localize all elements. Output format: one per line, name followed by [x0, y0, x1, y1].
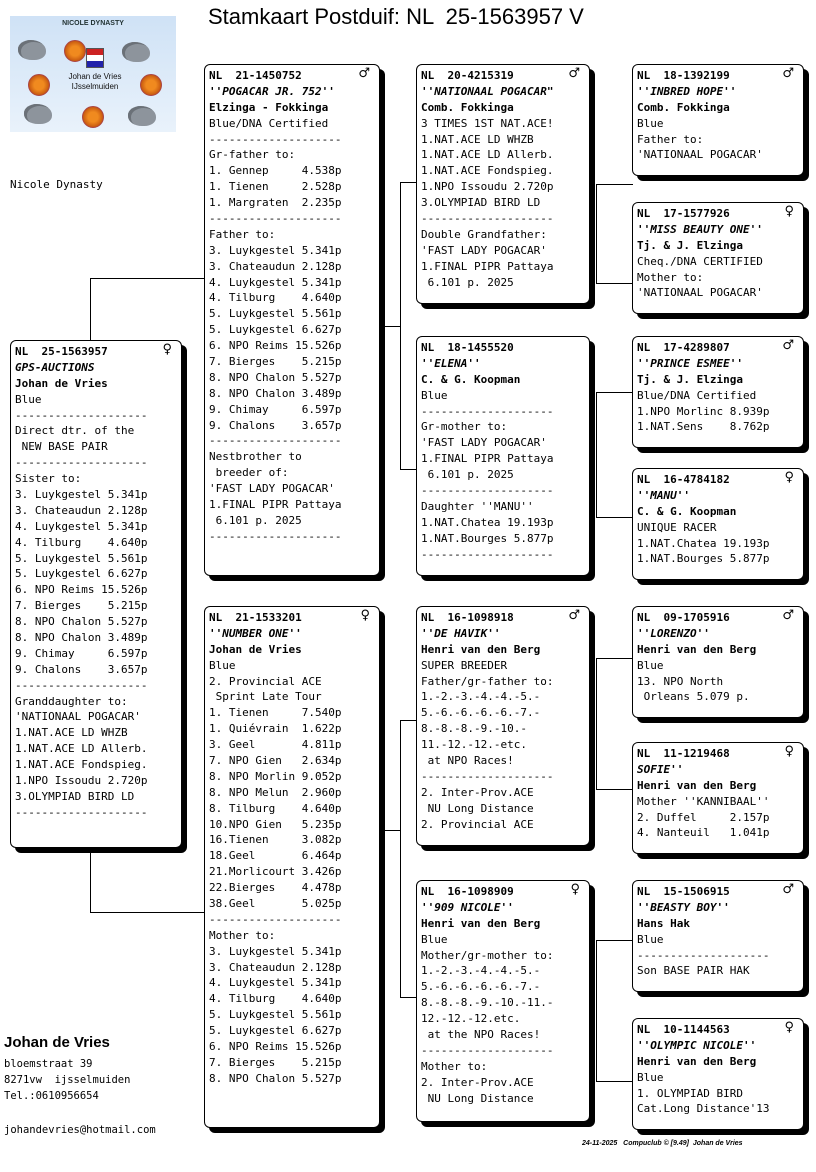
card-line: 22.Bierges 4.478p: [209, 881, 342, 895]
card-line: 1. Margraten 2.235p: [209, 196, 342, 210]
card-line: 6. NPO Reims 15.526p: [209, 339, 342, 353]
ring-number: NL 25-1563957: [15, 345, 108, 358]
breeder-city: 8271vw ijsselmuiden: [4, 1074, 131, 1086]
card-line: 5. Luykgestel 5.561p: [209, 307, 342, 321]
connector-line: [380, 830, 400, 831]
logo-club: [60, 72, 130, 92]
card-line: 3. Luykgestel 5.341p: [209, 944, 342, 958]
card-line: Father/gr-father to:: [421, 674, 554, 688]
male-icon: ♂: [358, 66, 370, 81]
card-line: 5. Luykgestel 6.627p: [209, 323, 342, 337]
card-line: 1.NAT.ACE LD Allerb.: [421, 148, 554, 162]
pedigree-card-paternal-grandmother: [416, 336, 590, 576]
card-line: 'FAST LADY POGACAR': [421, 436, 547, 450]
card-line: Son BASE PAIR HAK: [637, 964, 750, 978]
card-line: 1.NAT.Chatea 19.193p: [421, 515, 554, 529]
card-line: --------------------: [15, 678, 148, 692]
ring-number: NL 09-1705916: [637, 611, 730, 624]
card-line: SOFIE'': [637, 762, 684, 776]
card-line: Blue: [421, 932, 448, 946]
card-line: Johan de Vries: [15, 376, 108, 390]
card-line: ''PRINCE ESMEE'': [637, 356, 743, 370]
card-line: 'FAST LADY POGACAR': [421, 243, 547, 257]
card-line: Tj. & J. Elzinga: [637, 238, 743, 252]
card-line: 1.NAT.Bourges 5.877p: [421, 531, 554, 545]
card-line: 13. NPO North: [637, 674, 724, 688]
card-line: Father to:: [637, 132, 704, 146]
card-line: 11.-12.-12.-etc.: [421, 738, 527, 752]
connector-line: [400, 720, 417, 998]
card-line: 4. Luykgestel 5.341p: [15, 519, 148, 533]
card-line: --------------------: [637, 948, 770, 962]
card-line: Sprint Late Tour: [209, 690, 322, 704]
card-line: 4. Luykgestel 5.341p: [209, 275, 342, 289]
card-line: Comb. Fokkinga: [637, 100, 730, 114]
card-line: NU Long Distance: [421, 801, 534, 815]
card-line: 4. Luykgestel 5.341p: [209, 976, 342, 990]
card-line: 'FAST LADY POGACAR': [209, 482, 335, 496]
card-line: 8.-8.-8.-9.-10.-11.-: [421, 996, 554, 1010]
card-line: at the NPO Races!: [421, 1028, 541, 1042]
card-line: 8. Tilburg 4.640p: [209, 801, 342, 815]
card-line: 3. Luykgestel 5.341p: [209, 243, 342, 257]
card-line: --------------------: [209, 212, 342, 226]
pedigree-card-ggparent: [632, 64, 804, 176]
card-line: --------------------: [209, 434, 342, 448]
pigeon-icon: [24, 104, 52, 124]
card-line: 8.-8.-8.-9.-10.-: [421, 722, 527, 736]
card-line: Blue: [637, 1070, 664, 1084]
footer: [582, 1140, 743, 1147]
male-icon: ♂: [782, 608, 794, 623]
pedigree-card-maternal-grandfather: [416, 606, 590, 846]
card-line: ''909 NICOLE'': [421, 900, 514, 914]
pedigree-card-ggparent: [632, 468, 804, 580]
female-icon: ♀: [784, 744, 794, 759]
card-line: ''LORENZO'': [637, 626, 710, 640]
card-line: Henri van den Berg: [637, 1054, 757, 1068]
pedigree-card-paternal-grandfather: [416, 64, 590, 304]
card-line: Mother to:: [421, 1059, 488, 1073]
card-line: 4. Nanteuil 1.041p: [637, 826, 770, 840]
card-line: Blue: [421, 388, 448, 402]
breeder-name: Johan de Vries: [4, 1034, 110, 1051]
card-line: 18.Geel 6.464p: [209, 849, 342, 863]
footer-software: Compuclub © [9.49]: [623, 1140, 689, 1147]
ring-number: NL 15-1506915: [637, 885, 730, 898]
card-line: Cat.Long Distance'13: [637, 1102, 770, 1116]
card-line: --------------------: [421, 484, 554, 498]
card-line: 3. Chateaudun 2.128p: [15, 503, 148, 517]
card-line: 5. Luykgestel 5.561p: [15, 551, 148, 565]
card-line: ''ELENA'': [421, 356, 481, 370]
pigeon-icon: [128, 106, 156, 126]
ring-number: NL 16-1098918: [421, 611, 514, 624]
card-line: 'NATIONAAL POGACAR': [637, 286, 763, 300]
card-line: 1.NPO Morlinc 8.939p: [637, 404, 770, 418]
logo-club-line: IJsselmuiden: [71, 82, 119, 91]
card-line: at NPO Races!: [421, 754, 514, 768]
card-line: 1.FINAL PIPR Pattaya: [421, 452, 554, 466]
card-line: 9. Chimay 6.597p: [15, 646, 148, 660]
card-line: 8. NPO Chalon 3.489p: [209, 386, 342, 400]
card-line: 9. Chalons 3.657p: [15, 662, 148, 676]
card-line: 4. Tilburg 4.640p: [15, 535, 148, 549]
card-line: Nestbrother to: [209, 450, 302, 464]
female-icon: ♀: [784, 470, 794, 485]
male-icon: ♂: [568, 66, 580, 81]
female-icon: ♀: [570, 882, 580, 897]
card-line: --------------------: [421, 547, 554, 561]
card-line: 1.NAT.ACE Fondspieg.: [15, 758, 148, 772]
pedigree-card-father: [204, 64, 380, 576]
card-line: C. & G. Koopman: [637, 504, 737, 518]
ring-number: NL 18-1455520: [421, 341, 514, 354]
card-line: 7. Bierges 5.215p: [209, 1055, 342, 1069]
card-line: Mother ''KANNIBAAL'': [637, 794, 770, 808]
ring-number: NL 20-4215319: [421, 69, 514, 82]
card-line: 1.NAT.Bourges 5.877p: [637, 552, 770, 566]
connector-line: [596, 392, 633, 518]
card-line: Orleans 5.079 p.: [637, 690, 750, 704]
female-icon: ♀: [784, 1020, 794, 1035]
card-line: --------------------: [209, 912, 342, 926]
card-line: Cheq./DNA CERTIFIED: [637, 254, 763, 268]
card-line: Elzinga - Fokkinga: [209, 100, 329, 114]
card-line: 9. Chalons 3.657p: [209, 418, 342, 432]
card-line: --------------------: [421, 1043, 554, 1057]
card-line: 5.-6.-6.-6.-6.-7.-: [421, 706, 541, 720]
card-line: NEW BASE PAIR: [15, 440, 108, 454]
male-icon: ♂: [782, 66, 794, 81]
card-line: 1.-2.-3.-4.-4.-5.-: [421, 964, 541, 978]
card-line: ''OLYMPIC NICOLE'': [637, 1038, 757, 1052]
card-line: 8. NPO Morlin 9.052p: [209, 769, 342, 783]
card-line: Daughter ''MANU'': [421, 499, 534, 513]
card-line: --------------------: [15, 805, 148, 819]
card-line: 1.NPO Issoudu 2.720p: [421, 180, 554, 194]
logo-name: NICOLE DYNASTY: [62, 20, 124, 27]
male-icon: ♂: [782, 338, 794, 353]
connector-line: [596, 658, 633, 790]
card-line: ''BEASTY BOY'': [637, 900, 730, 914]
card-line: 3.OLYMPIAD BIRD LD: [15, 789, 135, 803]
card-line: --------------------: [209, 132, 342, 146]
male-icon: ♂: [782, 882, 794, 897]
ring-number: NL 16-4784182: [637, 473, 730, 486]
pedigree-card-mother: [204, 606, 380, 1128]
card-line: 6. NPO Reims 15.526p: [15, 583, 148, 597]
ring-number: NL 10-1144563: [637, 1023, 730, 1036]
card-line: SUPER BREEDER: [421, 658, 508, 672]
card-line: 1.FINAL PIPR Pattaya: [421, 259, 554, 273]
card-line: 'NATIONAAL POGACAR': [15, 710, 141, 724]
card-line: Gr-father to:: [209, 148, 296, 162]
card-line: 2. Duffel 2.157p: [637, 810, 770, 824]
card-line: ''POGACAR JR. 752'': [209, 84, 335, 98]
card-line: 2. Provincial ACE: [421, 817, 534, 831]
pedigree-card-maternal-grandmother: [416, 880, 590, 1122]
card-line: --------------------: [421, 212, 554, 226]
pigeon-head-icon: [82, 106, 104, 128]
card-line: 12.-12.-12.etc.: [421, 1012, 521, 1026]
ring-number: NL 17-1577926: [637, 207, 730, 220]
card-line: Blue: [637, 658, 664, 672]
card-line: --------------------: [209, 529, 342, 543]
card-line: Gr-mother to:: [421, 420, 508, 434]
card-line: ''NUMBER ONE'': [209, 626, 302, 640]
card-line: Double Grandfather:: [421, 227, 547, 241]
card-line: Mother to:: [637, 270, 704, 284]
card-line: breeder of:: [209, 466, 289, 480]
card-line: Father to:: [209, 227, 276, 241]
connector-line: [380, 326, 400, 327]
card-line: 8. NPO Chalon 5.527p: [209, 1071, 342, 1085]
flag-icon: [86, 48, 104, 68]
card-line: 3. Luykgestel 5.341p: [15, 488, 148, 502]
card-line: 6. NPO Reims 15.526p: [209, 1040, 342, 1054]
card-line: Blue: [209, 658, 236, 672]
card-line: 1. Quiévrain 1.622p: [209, 722, 342, 736]
card-line: ''MISS BEAUTY ONE'': [637, 222, 763, 236]
card-line: Mother/gr-mother to:: [421, 948, 554, 962]
card-line: 1. Tienen 7.540p: [209, 706, 342, 720]
pedigree-card-subject: [10, 340, 182, 848]
logo-image: [10, 16, 176, 132]
card-line: 3. Geel 4.811p: [209, 738, 342, 752]
card-line: ''INBRED HOPE'': [637, 84, 737, 98]
connector-line: [90, 278, 205, 341]
card-line: 1.-2.-3.-4.-4.-5.-: [421, 690, 541, 704]
card-line: --------------------: [421, 769, 554, 783]
card-line: NU Long Distance: [421, 1091, 534, 1105]
pedigree-card-ggparent: [632, 202, 804, 314]
card-line: 6.101 p. 2025: [421, 275, 514, 289]
pedigree-card-ggparent: [632, 742, 804, 854]
card-line: 5. Luykgestel 6.627p: [209, 1024, 342, 1038]
card-line: 9. Chimay 6.597p: [209, 402, 342, 416]
card-line: Mother to:: [209, 928, 276, 942]
strain-label: Nicole Dynasty: [10, 178, 103, 191]
card-line: Comb. Fokkinga: [421, 100, 514, 114]
pedigree-card-ggparent: [632, 606, 804, 718]
card-line: 5.-6.-6.-6.-6.-7.-: [421, 980, 541, 994]
pigeon-icon: [122, 42, 150, 62]
female-icon: ♀: [162, 342, 172, 357]
card-line: ''NATIONAAL POGACAR": [421, 84, 554, 98]
card-line: Tj. & J. Elzinga: [637, 372, 743, 386]
card-line: 7. Bierges 5.215p: [209, 355, 342, 369]
card-line: Blue/DNA Certified: [209, 116, 329, 130]
female-icon: ♀: [784, 204, 794, 219]
card-line: 3. Chateaudun 2.128p: [209, 259, 342, 273]
card-line: UNIQUE RACER: [637, 520, 717, 534]
pigeon-head-icon: [28, 74, 50, 96]
pigeon-head-icon: [64, 40, 86, 62]
card-line: 1.NAT.Sens 8.762p: [637, 420, 770, 434]
card-line: 3.OLYMPIAD BIRD LD: [421, 196, 541, 210]
card-line: Johan de Vries: [209, 642, 302, 656]
card-line: 2. Provincial ACE: [209, 674, 322, 688]
breeder-address: [4, 1034, 130, 1104]
card-line: ''MANU'': [637, 488, 690, 502]
footer-date: 24-11-2025: [582, 1140, 618, 1147]
card-line: Granddaughter to:: [15, 694, 128, 708]
card-line: 1.NPO Issoudu 2.720p: [15, 774, 148, 788]
ring-number: NL 21-1450752: [209, 69, 302, 82]
card-line: GPS-AUCTIONS: [15, 360, 95, 374]
card-line: 'NATIONAAL POGACAR': [637, 148, 763, 162]
pedigree-card-ggparent: [632, 880, 804, 992]
ring-number: NL 18-1392199: [637, 69, 730, 82]
card-line: 1. Gennep 4.538p: [209, 164, 342, 178]
card-line: 7. NPO Gien 2.634p: [209, 754, 342, 768]
card-line: 5. Luykgestel 6.627p: [15, 567, 148, 581]
card-line: --------------------: [15, 408, 148, 422]
card-line: Sister to:: [15, 472, 82, 486]
card-line: 16.Tienen 3.082p: [209, 833, 342, 847]
card-line: 1. OLYMPIAD BIRD: [637, 1086, 743, 1100]
card-line: 2. Inter-Prov.ACE: [421, 785, 534, 799]
pigeon-head-icon: [140, 74, 162, 96]
breeder-phone: Tel.:0610956654: [4, 1090, 99, 1102]
ring-number: NL 11-1219468: [637, 747, 730, 760]
card-line: Blue: [637, 932, 664, 946]
pigeon-icon: [18, 40, 46, 60]
ring-number: NL 16-1098909: [421, 885, 514, 898]
card-line: 1.NAT.ACE LD Allerb.: [15, 742, 148, 756]
card-line: 8. NPO Melun 2.960p: [209, 785, 342, 799]
connector-line: [90, 850, 205, 913]
card-line: 1.NAT.ACE Fondspieg.: [421, 164, 554, 178]
card-line: 7. Bierges 5.215p: [15, 599, 148, 613]
male-icon: ♂: [568, 608, 580, 623]
card-line: 4. Tilburg 4.640p: [209, 992, 342, 1006]
breeder-street: bloemstraat 39: [4, 1058, 93, 1070]
card-line: --------------------: [15, 456, 148, 470]
card-line: Hans Hak: [637, 916, 690, 930]
ring-number: NL 17-4289807: [637, 341, 730, 354]
card-line: 21.Morlicourt 3.426p: [209, 865, 342, 879]
breeder-email[interactable]: johandevries@hotmail.com: [4, 1124, 156, 1136]
card-line: 1.FINAL PIPR Pattaya: [209, 498, 342, 512]
logo-club-line: Johan de Vries: [68, 72, 122, 81]
card-line: Blue/DNA Certified: [637, 388, 757, 402]
card-line: Henri van den Berg: [421, 916, 541, 930]
female-icon: ♀: [360, 608, 370, 623]
pedigree-card-ggparent: [632, 1018, 804, 1130]
card-line: 10.NPO Gien 5.235p: [209, 817, 342, 831]
card-line: 8. NPO Chalon 5.527p: [209, 370, 342, 384]
card-line: Blue: [15, 392, 42, 406]
card-line: 4. Tilburg 4.640p: [209, 291, 342, 305]
pedigree-card-ggparent: [632, 336, 804, 448]
card-line: ''DE HAVIK'': [421, 626, 501, 640]
card-line: 3 TIMES 1ST NAT.ACE!: [421, 116, 554, 130]
connector-line: [400, 182, 417, 470]
card-line: Henri van den Berg: [637, 778, 757, 792]
card-line: 8. NPO Chalon 5.527p: [15, 615, 148, 629]
card-line: 3. Chateaudun 2.128p: [209, 960, 342, 974]
card-line: 1.NAT.ACE LD WHZB: [421, 132, 534, 146]
card-line: Blue: [637, 116, 664, 130]
page-title: Stamkaart Postduif: NL 25-1563957 V: [208, 4, 584, 29]
card-line: 38.Geel 5.025p: [209, 897, 342, 911]
ring-number: NL 21-1533201: [209, 611, 302, 624]
card-line: 1.NAT.Chatea 19.193p: [637, 536, 770, 550]
card-line: --------------------: [421, 404, 554, 418]
footer-owner: Johan de Vries: [692, 1140, 743, 1147]
card-line: 6.101 p. 2025: [209, 513, 302, 527]
card-line: 6.101 p. 2025: [421, 468, 514, 482]
connector-line: [596, 940, 633, 1082]
card-line: Henri van den Berg: [637, 642, 757, 656]
card-line: 2. Inter-Prov.ACE: [421, 1075, 534, 1089]
card-line: 5. Luykgestel 5.561p: [209, 1008, 342, 1022]
card-line: 8. NPO Chalon 3.489p: [15, 631, 148, 645]
card-line: Direct dtr. of the: [15, 424, 135, 438]
connector-line: [596, 184, 633, 284]
card-line: 1. Tienen 2.528p: [209, 180, 342, 194]
card-line: C. & G. Koopman: [421, 372, 521, 386]
card-line: Henri van den Berg: [421, 642, 541, 656]
card-line: 1.NAT.ACE LD WHZB: [15, 726, 128, 740]
